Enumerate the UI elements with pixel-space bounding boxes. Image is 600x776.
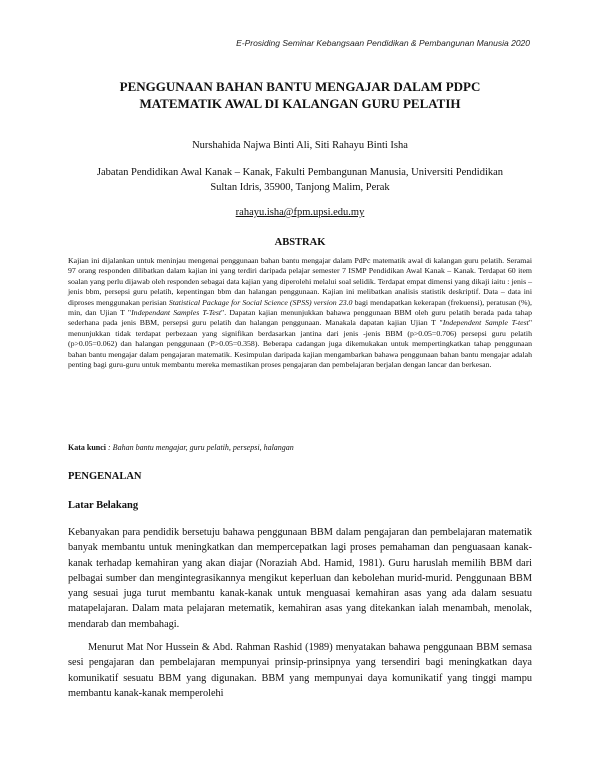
abstract-text-1: Kajian ini dijalankan untuk meninjau mengenai penggunaan bahan bantu mengajar dalam PdPc matematik awal di kalangan guru pelatih. Seramai 97 orang responden dilibatkan dalam kajian ini yang terdiri daripada pelajar semester 7 ISMP Pendidikan Awal Kanak – Kanak. Terdapat 60 item soalan yang perlu dijawab oleh responden sebagai data kajian yang diperolehi melalui soal selidik. Terdapat empat dimensi yang dikaji iaitu : jenis – jenis bbm, persepsi guru pelatih, kepentingan bbm dan halangan penggunaan. Kajian ini melibatkan analisis statistik deskriptif. Data – data ini diproses menggunakan perisian [68,256,532,307]
abstract-italic-2: Independant Samples T-Test [131,308,222,318]
title-line-2: MATEMATIK AWAL DI KALANGAN GURU PELATIH [139,96,461,111]
abstract-italic-1: Statistical Package for Social Science (SPSS) version 23.0 [168,297,353,307]
paper-title [0,78,600,112]
abstract-italic-3: Independent Sample T-test [442,318,529,328]
abstract-heading: ABSTRAK [274,237,326,248]
keywords [68,443,532,452]
abstract-text-4: " menunjukkan tidak terdapat perbezaan yang signifikan berdasarkan jantina dari jenis -jenis BBM (p>0.05=0.706) persepsi guru pelatih (p>0.05=0.062) dan halangan penggunaan (P>0.05=0.358). Beberapa cadangan juga dikemukakan untuk mempertingkatkan tahap penggunaan bahan bantu mengajar dalam pengajaran matematik. Kesimpulan daripada kajian mengambarkan bahawa penggunaan bahan bantu mengajar adalah penting bagi guru-guru untuk membantu mereka memastikan proses pengajaran dan pembelajaran berjalan dengan lancar dan berkesan. [68,318,532,370]
running-head: E-Prosiding Seminar Kebangsaan Pendidikan & Pembangunan Manusia 2020 [236,38,530,48]
abstract-text-2: bagi mendapatkan kekerapan (frekuensi), peratusan (%), min, dan Ujian T " [68,297,532,318]
affiliation: Jabatan Pendidikan Awal Kanak – Kanak, Fakulti Pembangunan Manusia, Universiti Pendidikan Sultan Idris, 35900, Tanjong Malim, Perak [96,167,504,193]
section-heading: PENGENALAN [68,471,142,482]
email-link[interactable]: rahayu.isha@fpm.upsi.edu.my [235,207,365,218]
keywords-list: : Bahan bantu mengajar, guru pelatih, persepsi, halangan [108,443,294,452]
authors: Nurshahida Najwa Binti Ali, Siti Rahayu Binti Isha [192,140,408,151]
keywords-label: Kata kunci [68,443,107,452]
title-line-1: PENGGUNAAN BAHAN BANTU MENGAJAR DALAM PDPC [119,79,481,94]
body-paragraph-2: Menurut Mat Nor Hussein & Abd. Rahman Rashid (1989) menyatakan bahawa penggunaan BBM semasa sesi pengajaran dan pembelajaran mempunyai prinsip-prinsipnya yang tersendiri bagi meningkatkan daya komunikatif sesuatu BBM yang digunakan. BBM yang mempunyai daya komunikatif yang tinggi mampu membantu kanak-kanak memperolehi [68,642,532,699]
abstract-text-3: ". Dapatan kajian menunjukkan bahawa penggunaan BBM oleh guru pelatih berada pada tahap sederhana pada jenis BBM, persepsi guru pelatih dan halangan penggunaan. Manakala dapatan kajian Ujian T " [68,308,532,328]
body-paragraph-1: Kebanyakan para pendidik bersetuju bahawa penggunaan BBM dalam pengajaran dan pembelajaran matematik banyak membantu untuk meningkatkan dan mempercepatkan lagi proses pemahaman dan penguasaan kanak-kanak terhadap kemahiran yang akan diajar (Noraziah Abd. Hamid, 1981). Guru haruslah memilih BBM dari pelbagai sumber dan mengintegrasikannya mengikut keperluan dan kebolehan murid-murid. Penggunaan BBM yang sesuai juga turut membantu kanak-kanak untuk menguasai kemahiran asas yang ada dalam sesuatu matapelajaran. Dalam mata pelajaran metematik, kemahiran asas yang ditekankan ialah menambah, menolak, mendarab dan membahagi. [68,527,532,630]
abstract-body [68,256,532,370]
subsection-heading: Latar Belakang [68,500,139,511]
